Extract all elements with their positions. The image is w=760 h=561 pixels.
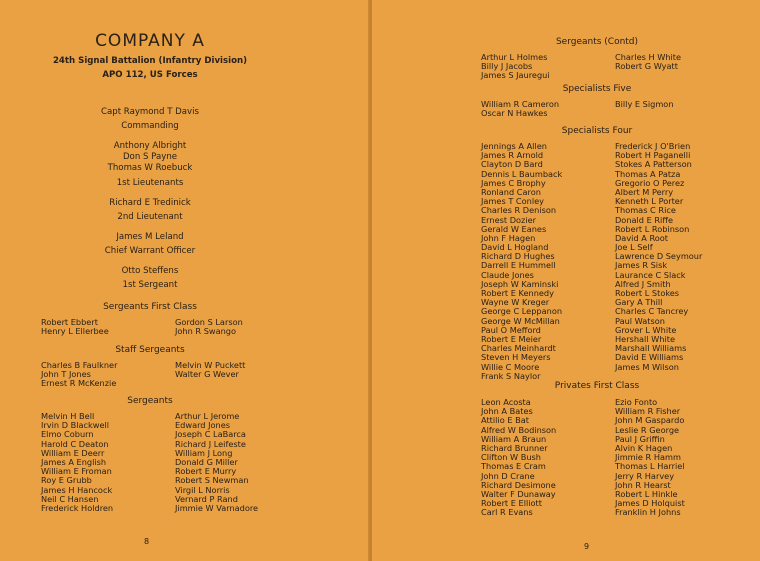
sgt-contd-right-column <box>615 53 681 71</box>
roster-name: John M Gaspardo <box>615 415 685 426</box>
roster-name: Lawrence D Seymour <box>615 251 703 262</box>
roster-name: David L Hogland <box>481 242 549 253</box>
roster-name: Thomas L Harriel <box>615 461 685 472</box>
roster-name: James H Hancock <box>41 484 113 495</box>
roster-name: William E Deerr <box>41 447 105 458</box>
pfc-heading: Privates First Class <box>554 381 640 391</box>
roster-name: Richard Desimone <box>481 479 556 490</box>
officer-name: Don S Payne <box>122 152 178 162</box>
roster-name: Paul J Griffin <box>615 433 665 444</box>
roster-name: Donald E Riffe <box>615 214 674 225</box>
roster-name: Thomas A Patza <box>615 168 681 179</box>
sfc-left-column <box>41 318 109 336</box>
roster-name: James S Jauregui <box>481 70 550 81</box>
sfc-right-column <box>175 318 243 336</box>
roster-name: Charles H White <box>615 52 682 62</box>
roster-name: Willie C Moore <box>481 361 540 372</box>
roster-name: Walter F Dunaway <box>481 488 556 499</box>
roster-name: Arthur L Holmes <box>481 52 548 62</box>
roster-name: Attilio E Bat <box>481 415 529 426</box>
roster-name: Claude Jones <box>481 269 534 280</box>
roster-name: John D Crane <box>481 470 535 481</box>
roster-name: George W McMillan <box>481 315 560 326</box>
roster-name: Oscar N Hawkes <box>481 108 548 119</box>
roster-name: David A Root <box>615 232 668 243</box>
roster-name: Gregorio O Perez <box>615 177 685 188</box>
cwo-name: James M Leland <box>116 232 184 242</box>
roster-name: Carl R Evans <box>481 507 533 518</box>
ssg-heading: Staff Sergeants <box>115 345 185 355</box>
roster-name: Leslie R George <box>615 424 680 435</box>
roster-name: Alfred J Smith <box>615 278 671 289</box>
roster-name: Melvin H Bell <box>41 411 95 421</box>
roster-name: Robert E Meier <box>481 333 542 344</box>
roster-name: James T Conley <box>481 196 544 207</box>
roster-name: David E Williams <box>615 352 684 363</box>
roster-name: Laurance C Slack <box>615 269 686 280</box>
roster-name: James R Sisk <box>615 260 668 271</box>
roster-name: Hershall White <box>615 333 675 344</box>
roster-name: Thomas C Rice <box>615 205 676 216</box>
roster-name: Thomas E Cram <box>481 461 546 472</box>
roster-name: Walter G Wever <box>175 369 239 380</box>
roster-name: Billy J Jacobs <box>481 61 533 72</box>
roster-name: Frank S Naylor <box>481 370 541 381</box>
roster-name: Steven H Meyers <box>481 352 551 363</box>
roster-name: Gerald W Eanes <box>481 223 547 234</box>
roster-name: John T Jones <box>41 369 91 380</box>
roster-name: Wayne W Kreger <box>481 297 550 308</box>
roster-name: William R Fisher <box>615 406 681 417</box>
roster-name: William E Froman <box>41 466 112 477</box>
roster-name: Clifton W Bush <box>481 452 541 463</box>
roster-name: Robert E Kennedy <box>481 288 554 298</box>
roster-name: Dennis L Baumback <box>481 168 563 179</box>
roster-name: Darrell E Hummell <box>481 260 556 271</box>
roster-name: Robert S Newman <box>175 475 249 486</box>
pfc-right-column <box>615 398 685 517</box>
roster-name: William R Cameron <box>481 99 560 109</box>
company-title: COMPANY A <box>95 31 205 51</box>
roster-name: John F Hagen <box>481 232 536 243</box>
roster-name: Richard D Hughes <box>481 251 555 262</box>
page-number-left: 8 <box>144 537 150 546</box>
roster-name: Gordon S Larson <box>175 317 243 327</box>
roster-name: Virgil L Norris <box>175 484 230 495</box>
roster-name: John R Hearst <box>615 479 671 490</box>
page-number-right: 9 <box>584 542 590 551</box>
roster-name: Neil C Hansen <box>41 493 99 504</box>
sgt-right-column <box>175 412 258 513</box>
apo-line: APO 112, US Forces <box>102 70 198 80</box>
roster-name: Robert H Paganelli <box>615 150 691 161</box>
sp4-right-column <box>615 142 702 372</box>
roster-name: Henry L Ellerbee <box>41 326 109 337</box>
roster-name: Alvin K Hagen <box>615 442 673 453</box>
right-page <box>372 0 760 561</box>
ssg-left-column <box>41 361 117 389</box>
first-sergeant-name: Otto Steffens <box>121 266 179 276</box>
first-lieutenants <box>0 141 300 174</box>
ssg-right-column <box>175 361 245 379</box>
sp5-heading: Specialists Five <box>562 84 632 94</box>
left-page <box>0 0 370 561</box>
first-sergeant-role: 1st Sergeant <box>122 280 178 290</box>
roster-name: Jerry R Harvey <box>615 470 675 481</box>
roster-name: Ernest Dozier <box>481 214 536 225</box>
sp4-heading: Specialists Four <box>561 126 633 136</box>
roster-name: George C Leppanon <box>481 306 563 317</box>
roster-name: Frederick J O'Brien <box>615 141 691 151</box>
roster-name: John R Swango <box>175 326 237 337</box>
roster-name: Jimmie R Hamm <box>615 452 681 463</box>
roster-name: Vernard P Rand <box>175 493 238 504</box>
roster-name: Charles Meinhardt <box>481 343 556 354</box>
roster-name: Joseph W Kaminski <box>481 278 559 289</box>
roster-name: Paul O Mefford <box>481 324 541 335</box>
roster-name: William A Braun <box>481 433 547 444</box>
second-lieutenant-name: Richard E Tredinick <box>109 198 191 208</box>
sgt-left-column <box>41 412 113 513</box>
roster-name: Richard J Leifeste <box>175 438 246 449</box>
sp4-left-column <box>481 142 562 381</box>
roster-name: Leon Acosta <box>481 397 531 407</box>
roster-name: Elmo Coburn <box>41 429 94 440</box>
sp5-right-column <box>615 100 674 109</box>
roster-name: Jimmie W Varnadore <box>175 502 259 513</box>
sgt-contd-heading: Sergeants (Contd) <box>555 37 639 47</box>
unit-name: 24th Signal Battalion (Infantry Division) <box>52 56 248 66</box>
roster-name: Paul Watson <box>615 315 665 326</box>
sgt-contd-left-column <box>481 53 550 81</box>
sfc-heading: Sergeants First Class <box>103 302 197 312</box>
pfc-left-column <box>481 398 556 517</box>
roster-name: Melvin W Puckett <box>175 360 246 370</box>
roster-name: Roy E Grubb <box>41 475 92 486</box>
roster-name: Edward Jones <box>175 420 231 431</box>
roster-name: Arthur L Jerome <box>175 411 240 421</box>
roster-name: Charles B Faulkner <box>41 360 118 370</box>
roster-name: Stokes A Patterson <box>615 159 692 170</box>
roster-name: Joe L Self <box>615 242 653 253</box>
roster-name: James C Brophy <box>481 177 546 188</box>
roster-name: William J Long <box>175 447 233 458</box>
roster-name: Robert L Stokes <box>615 288 680 298</box>
first-lieutenants-role: 1st Lieutenants <box>116 178 184 188</box>
roster-name: Richard Brunner <box>481 442 548 453</box>
sgt-heading: Sergeants <box>127 396 173 406</box>
roster-name: Alfred W Bodinson <box>481 424 557 435</box>
officer-name: Anthony Albright <box>113 141 187 151</box>
roster-name: James A English <box>41 456 107 467</box>
roster-name: Grover L White <box>615 324 677 335</box>
commander-name: Capt Raymond T Davis <box>100 107 200 117</box>
roster-name: Clayton D Bard <box>481 159 543 170</box>
roster-name: Ronland Caron <box>481 186 541 197</box>
roster-name: Robert L Hinkle <box>615 488 678 499</box>
roster-name: Ezio Fonto <box>615 397 658 407</box>
roster-name: Ernest R McKenzie <box>41 378 117 389</box>
roster-name: Robert Ebbert <box>41 317 98 327</box>
officer-name: Thomas W Roebuck <box>107 163 193 173</box>
roster-name: Robert E Murry <box>175 466 237 477</box>
roster-name: Irvin D Blackwell <box>41 420 110 431</box>
roster-name: James D Holquist <box>615 498 685 509</box>
roster-name: Robert L Robinson <box>615 223 690 234</box>
cwo-role: Chief Warrant Officer <box>104 246 196 256</box>
roster-name: Albert M Perry <box>615 186 674 197</box>
roster-name: Robert G Wyatt <box>615 61 678 72</box>
commander-role: Commanding <box>121 121 179 131</box>
roster-name: Robert E Elliott <box>481 498 542 509</box>
roster-name: Franklin H Johns <box>615 507 681 518</box>
roster-name: Billy E Sigmon <box>615 99 674 109</box>
roster-name: Joseph C LaBarca <box>175 429 246 440</box>
roster-name: Kenneth L Porter <box>615 196 684 207</box>
roster-name: Frederick Holdren <box>41 502 114 513</box>
roster-name: Donald G Miller <box>175 456 238 467</box>
roster-name: Jennings A Allen <box>481 141 547 151</box>
roster-name: James M Wilson <box>615 361 679 372</box>
sp5-left-column <box>481 100 559 118</box>
roster-name: Harold C Deaton <box>41 438 109 449</box>
roster-name: Charles R Denison <box>481 205 557 216</box>
roster-name: Gary A Thill <box>615 297 663 308</box>
roster-name: Marshall Williams <box>615 343 687 354</box>
roster-name: Charles C Tancrey <box>615 306 689 317</box>
roster-name: James R Arnold <box>481 150 544 161</box>
roster-name: John A Bates <box>481 406 533 417</box>
second-lieutenant-role: 2nd Lieutenant <box>117 212 183 222</box>
